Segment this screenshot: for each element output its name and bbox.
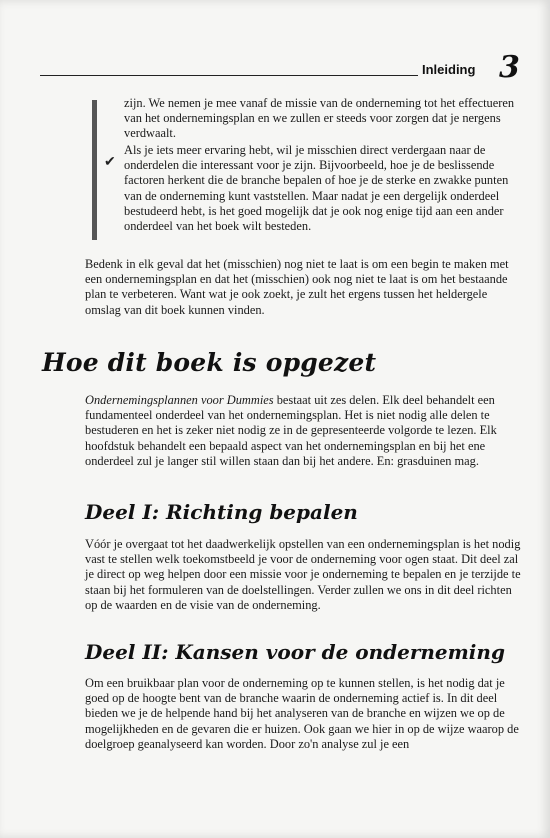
intro-paragraph: Bedenk in elk geval dat het (misschien) nog niet te laat is om een begin te maken met een ondernemingsplan en dat het (misschien) ook nog niet te laat is om het bestaande plan te verbeteren. Want wat je ook zoekt, je zult het ergens tussen het heldergele omslag van dit boek kunnen vinden.	[85, 257, 509, 317]
bullet-text-2: Als je iets meer ervaring hebt, wil je misschien direct verdergaan naar de onderdelen die interessant voor je zijn. Bijvoorbeeld, hoe je de beslissende factoren herkent die de branche bepalen of hoe je de sterke en zwakke punten van de onderneming kunt vaststellen. Maar nadat je een dergelijk onderdeel bestudeerd hebt, is het goed mogelijk dat je ook nog enige tijd aan een ander onderdeel van het boek wilt besteden.	[124, 143, 509, 234]
bullet-list-bar	[92, 100, 97, 240]
part-text-2: Om een bruikbaar plan voor de onderneming op te kunnen stellen, is het nodig dat je goed op de hoogte bent van de branche waarin de onderneming actief is. In dit deel bieden we je de helpende hand bij het analyseren van de branche en wijzen we op de mogelijkheden en de gevaren die er huizen. Ook gaan we hier in op de wijze waarop de doelgroep geanalyseerd kan worden. Door zo'n analyse zul je een	[85, 676, 519, 751]
section-paragraph-text: bestaat uit zes delen. Elk deel behandelt een fundamenteel onderdeel van het ondernemingsplan. Het is niet nodig alle delen te bestuderen en het is zeker niet nodig ze in de gepresenteerde volgorde te lezen. Elk hoofdstuk behandelt een bepaald aspect van het ondernemingsplan en bij het ene onderdeel zul je langer stil willen staan dan bij het andere. En: grasduinen mag.	[85, 393, 497, 468]
check-mark-icon: ✔	[104, 155, 116, 170]
part-text-1: Vóór je overgaat tot het daadwerkelijk opstellen van een ondernemingsplan is het nodig vast te stellen welk toekomstbeeld je voor de onderneming voor ogen staat. Dit deel zal je direct op weg helpen door een missie voor je onderneming te bepalen en je terzijde te staan bij het formuleren van de doelstellingen. Verder zullen we ons in dit deel richten op de waarden en de visie van de onderneming.	[85, 537, 521, 612]
part-heading-2: Deel II: Kansen voor de onderneming	[85, 640, 505, 664]
page-number: 3	[499, 50, 520, 85]
running-head-section: Inleiding	[422, 62, 476, 77]
book-title: Ondernemingsplannen voor Dummies	[85, 393, 274, 407]
bullet-text-1: zijn. We nemen je mee vanaf de missie van de onderneming tot het effectueren van het ondernemingsplan en we zullen er steeds voor zorgen dat je nergens verdwaalt.	[124, 96, 515, 141]
section-paragraph	[85, 393, 525, 469]
part-heading-1: Deel I: Richting bepalen	[85, 500, 358, 524]
header-rule	[40, 75, 418, 76]
running-head	[40, 52, 520, 86]
section-heading: Hoe dit boek is opgezet	[42, 348, 377, 377]
